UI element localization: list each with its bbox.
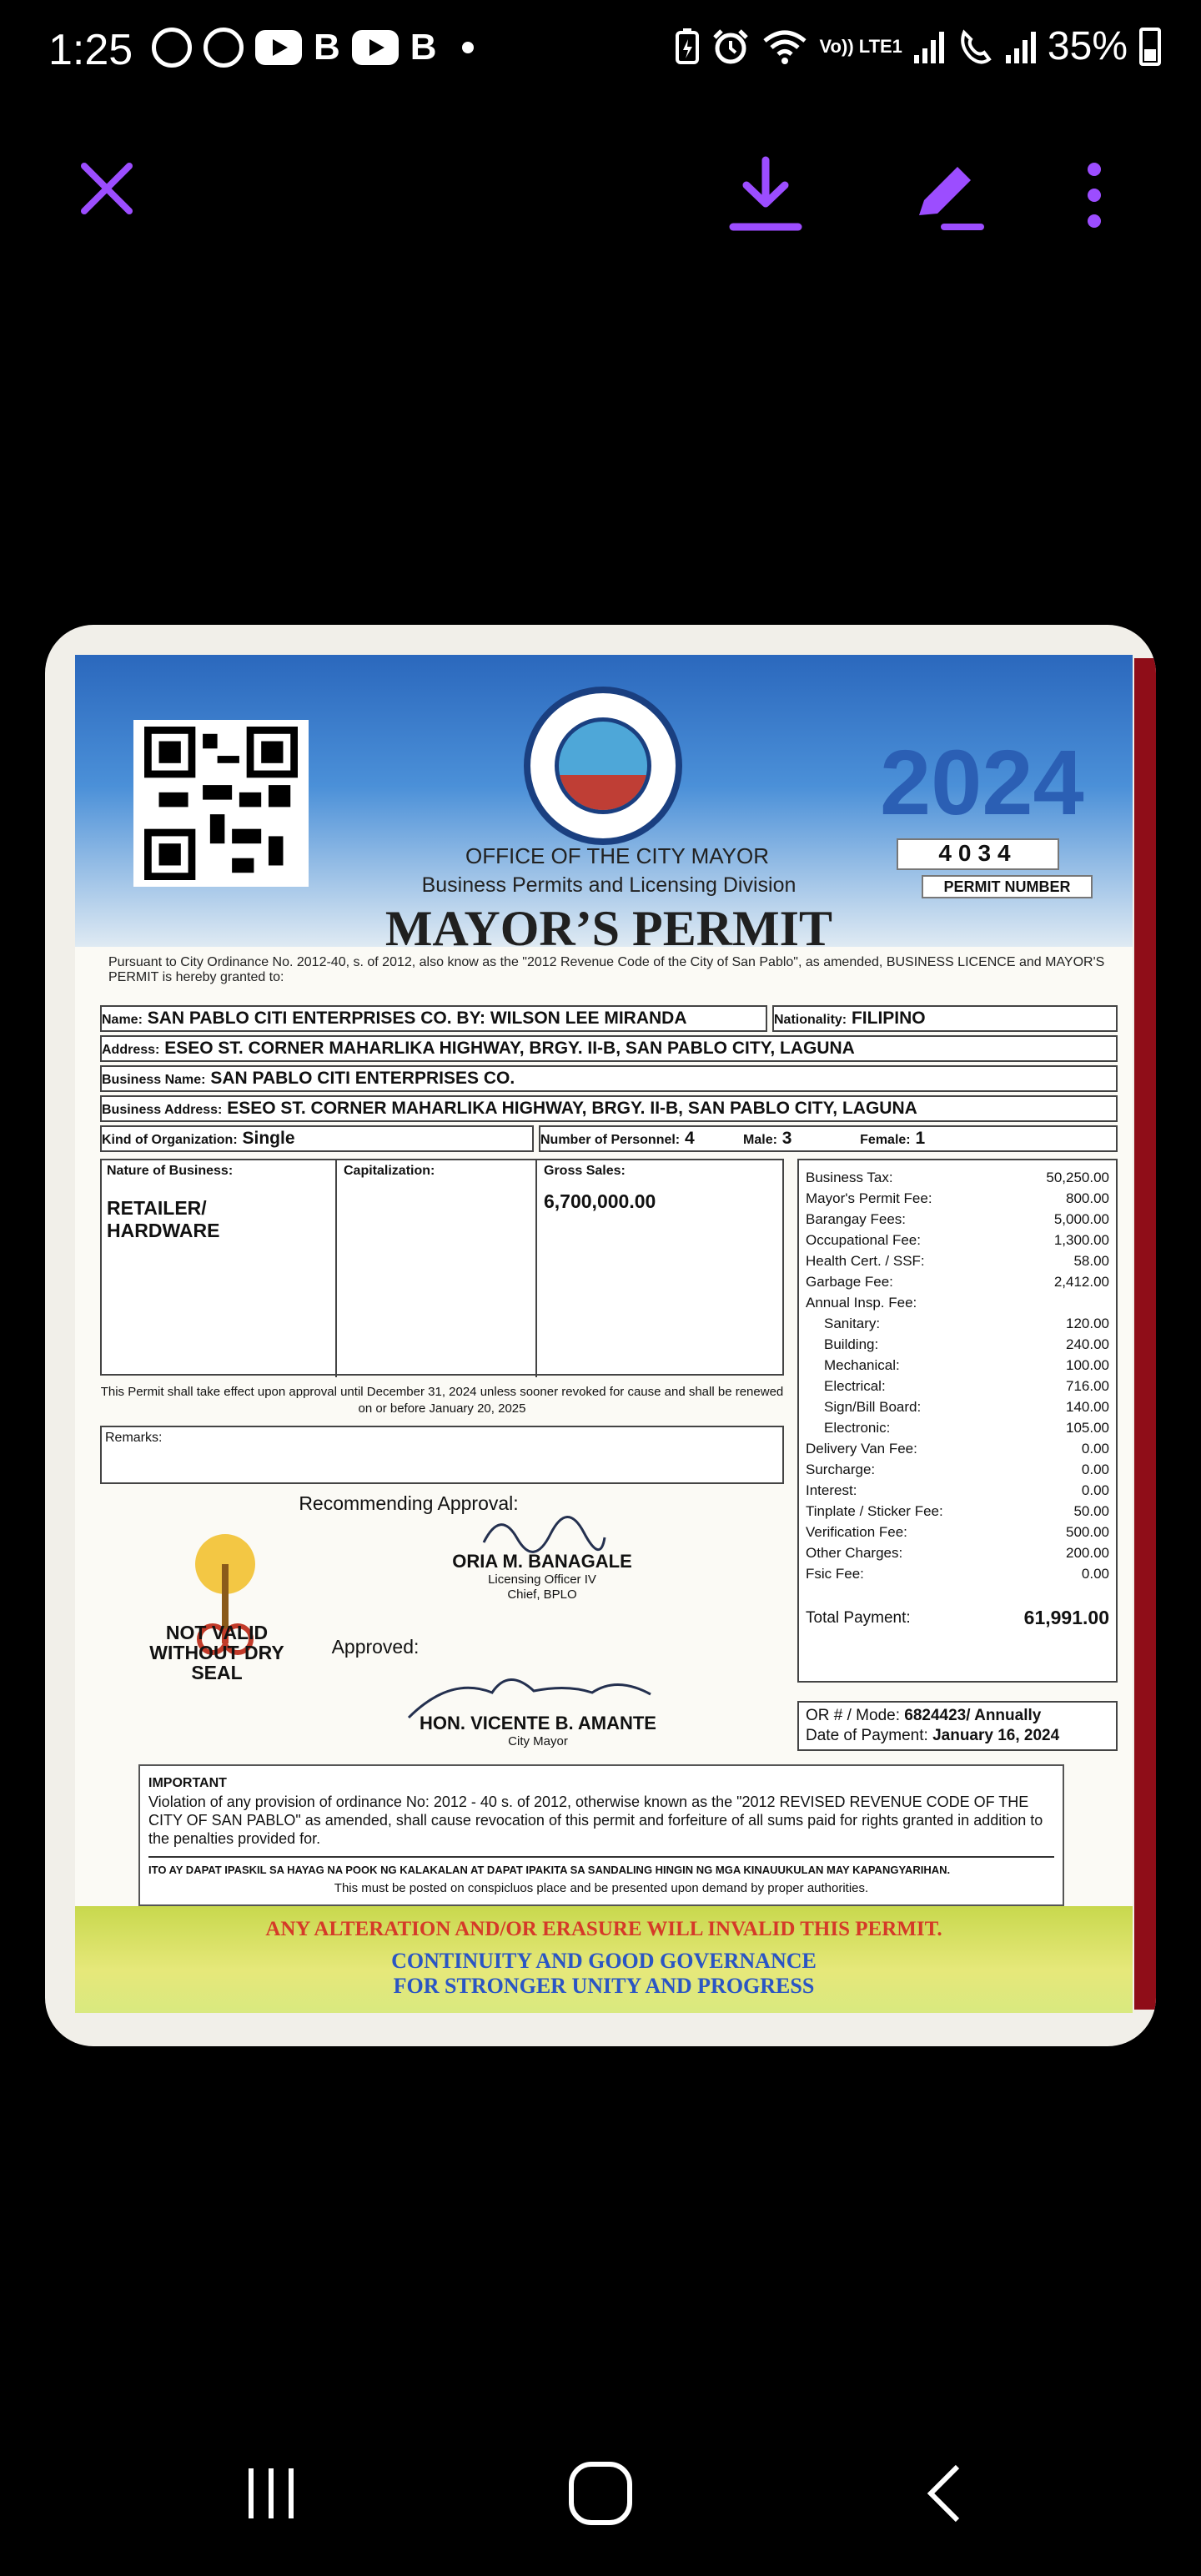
youtube-icon xyxy=(255,30,302,65)
fee-name: Garbage Fee: xyxy=(806,1274,893,1290)
navigation-bar xyxy=(0,2419,1201,2576)
mayors-permit-paper xyxy=(75,655,1133,2013)
fee-name: Mechanical: xyxy=(824,1357,900,1373)
fee-row xyxy=(806,1563,1109,1584)
status-notification-icons xyxy=(152,27,474,68)
fee-row xyxy=(806,1417,1109,1438)
permit-year: 2024 xyxy=(880,732,1084,834)
fee-amount: 500.00 xyxy=(1066,1524,1109,1540)
fee-name: Interest: xyxy=(806,1482,857,1498)
volte-label: Vo)) LTE1 xyxy=(819,35,902,57)
fee-name: Other Charges: xyxy=(806,1545,903,1561)
fee-name: Surcharge: xyxy=(806,1462,876,1477)
address-row: Address: ESEO ST. CORNER MAHARLIKA HIGHWAY, BRGY. II-B, SAN PABLO CITY, LAGUNA xyxy=(100,1035,1118,1062)
fee-amount: 105.00 xyxy=(1066,1420,1109,1436)
fee-amount: 120.00 xyxy=(1066,1316,1109,1331)
bold-b-icon: B xyxy=(410,27,437,68)
fee-amount: 5,000.00 xyxy=(1053,1211,1109,1227)
youtube-icon xyxy=(352,30,399,65)
wifi-call-icon xyxy=(956,28,994,66)
fee-name: Fsic Fee: xyxy=(806,1566,864,1582)
battery-saver-icon xyxy=(675,28,700,66)
nature-label: Nature of Business: xyxy=(107,1164,234,1178)
fee-amount xyxy=(1009,1292,1109,1313)
fee-row xyxy=(806,1313,1109,1334)
motto-line-1: CONTINUITY AND GOOD GOVERNANCE xyxy=(391,1949,817,1973)
motto-line-2: FOR STRONGER UNITY AND PROGRESS xyxy=(393,1974,815,1998)
fee-amount: 800.00 xyxy=(1066,1190,1109,1206)
fee-row xyxy=(806,1396,1109,1417)
effectivity-text: This Permit shall take effect upon approval until December 31, 2024 unless sooner revoked for cause and shall be renewed on or before January 20, 2025 xyxy=(100,1385,784,1416)
posting-notice: This must be posted on conspicluos place and be presented upon demand by proper authorities. xyxy=(334,1881,869,1895)
fee-amount: 140.00 xyxy=(1066,1399,1109,1415)
official-receipt-box: OR # / Mode: 6824423/ Annually Date of Payment: January 16, 2024 xyxy=(797,1701,1118,1751)
important-label: IMPORTANT xyxy=(148,1776,227,1790)
signal-2-icon xyxy=(1006,30,1036,63)
fee-name: Sanitary: xyxy=(824,1316,881,1331)
remarks-box: Remarks: xyxy=(100,1426,784,1484)
recommending-label: Recommending Approval: xyxy=(299,1492,519,1514)
permit-number-label: PERMIT NUMBER xyxy=(922,875,1093,898)
permit-number: 4034 xyxy=(897,838,1059,870)
back-icon xyxy=(916,2460,974,2527)
tagalog-notice: ITO AY DAPAT IPASKIL SA HAYAG NA POOK NG KALAKALAN AT DAPAT IPAKITA SA SANDALING HINGIN NG MGA KINAUUKULAN MAY KAPANGYARIHAN. xyxy=(148,1856,1054,1879)
important-text: Violation of any provision of ordinance No: 2012 - 40 s. of 2012, otherwise known as the "2012 REVISED REVENUE CODE OF THE CITY OF SAN PABLO" as amended, shall cause revocation of this permit and forfeiture of all sums paid for rights granted in addition to the penalties provided for. xyxy=(148,1794,1043,1847)
fee-amount: 200.00 xyxy=(1066,1545,1109,1561)
office-title: OFFICE OF THE CITY MAYOR xyxy=(465,843,770,868)
document-image[interactable] xyxy=(45,625,1156,2046)
wifi-icon xyxy=(761,28,808,66)
viber-icon xyxy=(204,28,244,68)
close-icon xyxy=(78,159,136,218)
fee-row xyxy=(806,1334,1109,1355)
mayor-name: HON. VICENTE B. AMANTE xyxy=(420,1713,656,1733)
edit-button[interactable] xyxy=(906,155,986,235)
business-address-row: Business Address: ESEO ST. CORNER MAHARLIKA HIGHWAY, BRGY. II-B, SAN PABLO CITY, LAGUNA xyxy=(100,1095,1118,1122)
more-notifications-dot-icon xyxy=(462,42,474,53)
download-icon xyxy=(728,155,803,235)
gross-sales-label: Gross Sales: xyxy=(544,1164,626,1178)
fee-amount: 0.00 xyxy=(1081,1462,1109,1477)
fee-name: Building: xyxy=(824,1336,879,1352)
business-name-row: Business Name: SAN PABLO CITI ENTERPRISES CO. xyxy=(100,1065,1118,1092)
fee-row xyxy=(806,1542,1109,1563)
fee-row xyxy=(806,1501,1109,1522)
officer-subtitle: Chief, BPLO xyxy=(507,1587,577,1602)
fee-row xyxy=(806,1480,1109,1501)
fee-row xyxy=(806,1438,1109,1459)
fee-name: Barangay Fees: xyxy=(806,1211,907,1227)
total-payment-value: 61,991.00 xyxy=(1023,1607,1109,1628)
status-system-icons xyxy=(675,23,1161,69)
fee-name: Business Tax: xyxy=(806,1170,893,1185)
fee-amount: 58.00 xyxy=(1073,1253,1109,1269)
fee-row xyxy=(806,1188,1109,1209)
fee-amount: 0.00 xyxy=(1081,1482,1109,1498)
city-seal-icon xyxy=(524,687,682,845)
more-options-button[interactable] xyxy=(1068,155,1121,235)
fee-row xyxy=(806,1167,1109,1188)
fee-row xyxy=(806,1271,1109,1292)
fee-name: Sign/Bill Board: xyxy=(824,1399,922,1415)
status-time: 1:25 xyxy=(48,26,133,74)
bold-b-icon: B xyxy=(314,27,340,68)
fee-row xyxy=(806,1376,1109,1396)
fee-amount: 50.00 xyxy=(1073,1503,1109,1519)
fee-name: Verification Fee: xyxy=(806,1524,907,1540)
alarm-icon xyxy=(711,28,750,66)
organization-row: Kind of Organization: Single xyxy=(100,1125,534,1152)
fee-amount: 100.00 xyxy=(1066,1357,1109,1373)
personnel-row: Number of Personnel: 4 Male: 3 Female: 1 xyxy=(539,1125,1118,1152)
officer-title: Licensing Officer IV xyxy=(488,1572,596,1587)
fee-row xyxy=(806,1522,1109,1542)
fee-row xyxy=(806,1209,1109,1230)
fee-row xyxy=(806,1355,1109,1376)
officer-name: ORIA M. BANAGALE xyxy=(452,1551,632,1572)
close-button[interactable] xyxy=(73,155,140,222)
name-row: Name: SAN PABLO CITI ENTERPRISES CO. BY: WILSON LEE MIRANDA xyxy=(100,1005,767,1032)
fee-name: Annual Insp. Fee: xyxy=(806,1295,917,1311)
fee-amount: 0.00 xyxy=(1081,1566,1109,1582)
fee-name: Electrical: xyxy=(824,1378,886,1394)
fee-row xyxy=(806,1292,1109,1313)
fee-name: Electronic: xyxy=(824,1420,891,1436)
more-vertical-icon xyxy=(1082,158,1107,233)
battery-icon xyxy=(1139,28,1161,66)
alteration-warning: ANY ALTERATION AND/OR ERASURE WILL INVALID THIS PERMIT. xyxy=(265,1918,942,1940)
approved-label: Approved: xyxy=(331,1636,420,1658)
battery-percent: 35% xyxy=(1047,24,1128,68)
permit-title: MAYOR’S PERMIT xyxy=(384,901,833,956)
fee-name: Delivery Van Fee: xyxy=(806,1441,917,1457)
nature-value: RETAILER/ HARDWARE xyxy=(107,1197,220,1241)
back-button[interactable] xyxy=(907,2453,982,2536)
fee-row xyxy=(806,1459,1109,1480)
important-box xyxy=(138,1764,1064,1906)
fee-amount: 0.00 xyxy=(1081,1441,1109,1457)
fees-table xyxy=(797,1159,1118,1683)
fee-amount: 240.00 xyxy=(1066,1336,1109,1352)
fee-row xyxy=(806,1230,1109,1250)
total-row: Total Payment: 61,991.00 xyxy=(806,1607,1109,1628)
ordinance-text: Pursuant to City Ordinance No. 2012-40, s. of 2012, also know as the "2012 Revenue Code of the City of San Pablo", as amended, BUSINESS LICENCE and MAYOR'S PERMIT is hereby granted to: xyxy=(108,955,1105,984)
fee-name: Health Cert. / SSF: xyxy=(806,1253,925,1269)
division-title: Business Permits and Licensing Division xyxy=(421,873,796,897)
mayor-title: City Mayor xyxy=(508,1734,568,1748)
nationality-row: Nationality: FILIPINO xyxy=(772,1005,1118,1032)
home-button[interactable] xyxy=(559,2453,642,2536)
fee-row xyxy=(806,1250,1109,1271)
home-icon xyxy=(563,2456,638,2531)
capitalization-label: Capitalization: xyxy=(344,1164,435,1178)
status-bar xyxy=(0,0,1201,108)
fee-amount: 50,250.00 xyxy=(1046,1170,1109,1185)
qr-code-icon xyxy=(133,720,309,887)
edit-icon xyxy=(907,157,984,234)
fee-name: Tinplate / Sticker Fee: xyxy=(806,1503,943,1519)
fee-amount: 1,300.00 xyxy=(1053,1232,1109,1248)
business-table xyxy=(100,1159,784,1376)
fee-name: Occupational Fee: xyxy=(806,1232,921,1248)
messenger-icon xyxy=(152,28,192,68)
fee-name: Mayor's Permit Fee: xyxy=(806,1190,932,1206)
dry-seal-notice: NOT VALID WITHOUT DRY SEAL xyxy=(149,1622,284,1683)
fee-amount: 716.00 xyxy=(1066,1378,1109,1394)
fee-amount: 2,412.00 xyxy=(1053,1274,1109,1290)
document-background-edge xyxy=(1134,658,1156,2010)
gross-sales-value: 6,700,000.00 xyxy=(544,1190,656,1212)
recents-icon xyxy=(238,2460,304,2527)
signal-1-icon xyxy=(914,30,944,63)
recents-button[interactable] xyxy=(225,2453,317,2536)
download-button[interactable] xyxy=(726,155,806,235)
